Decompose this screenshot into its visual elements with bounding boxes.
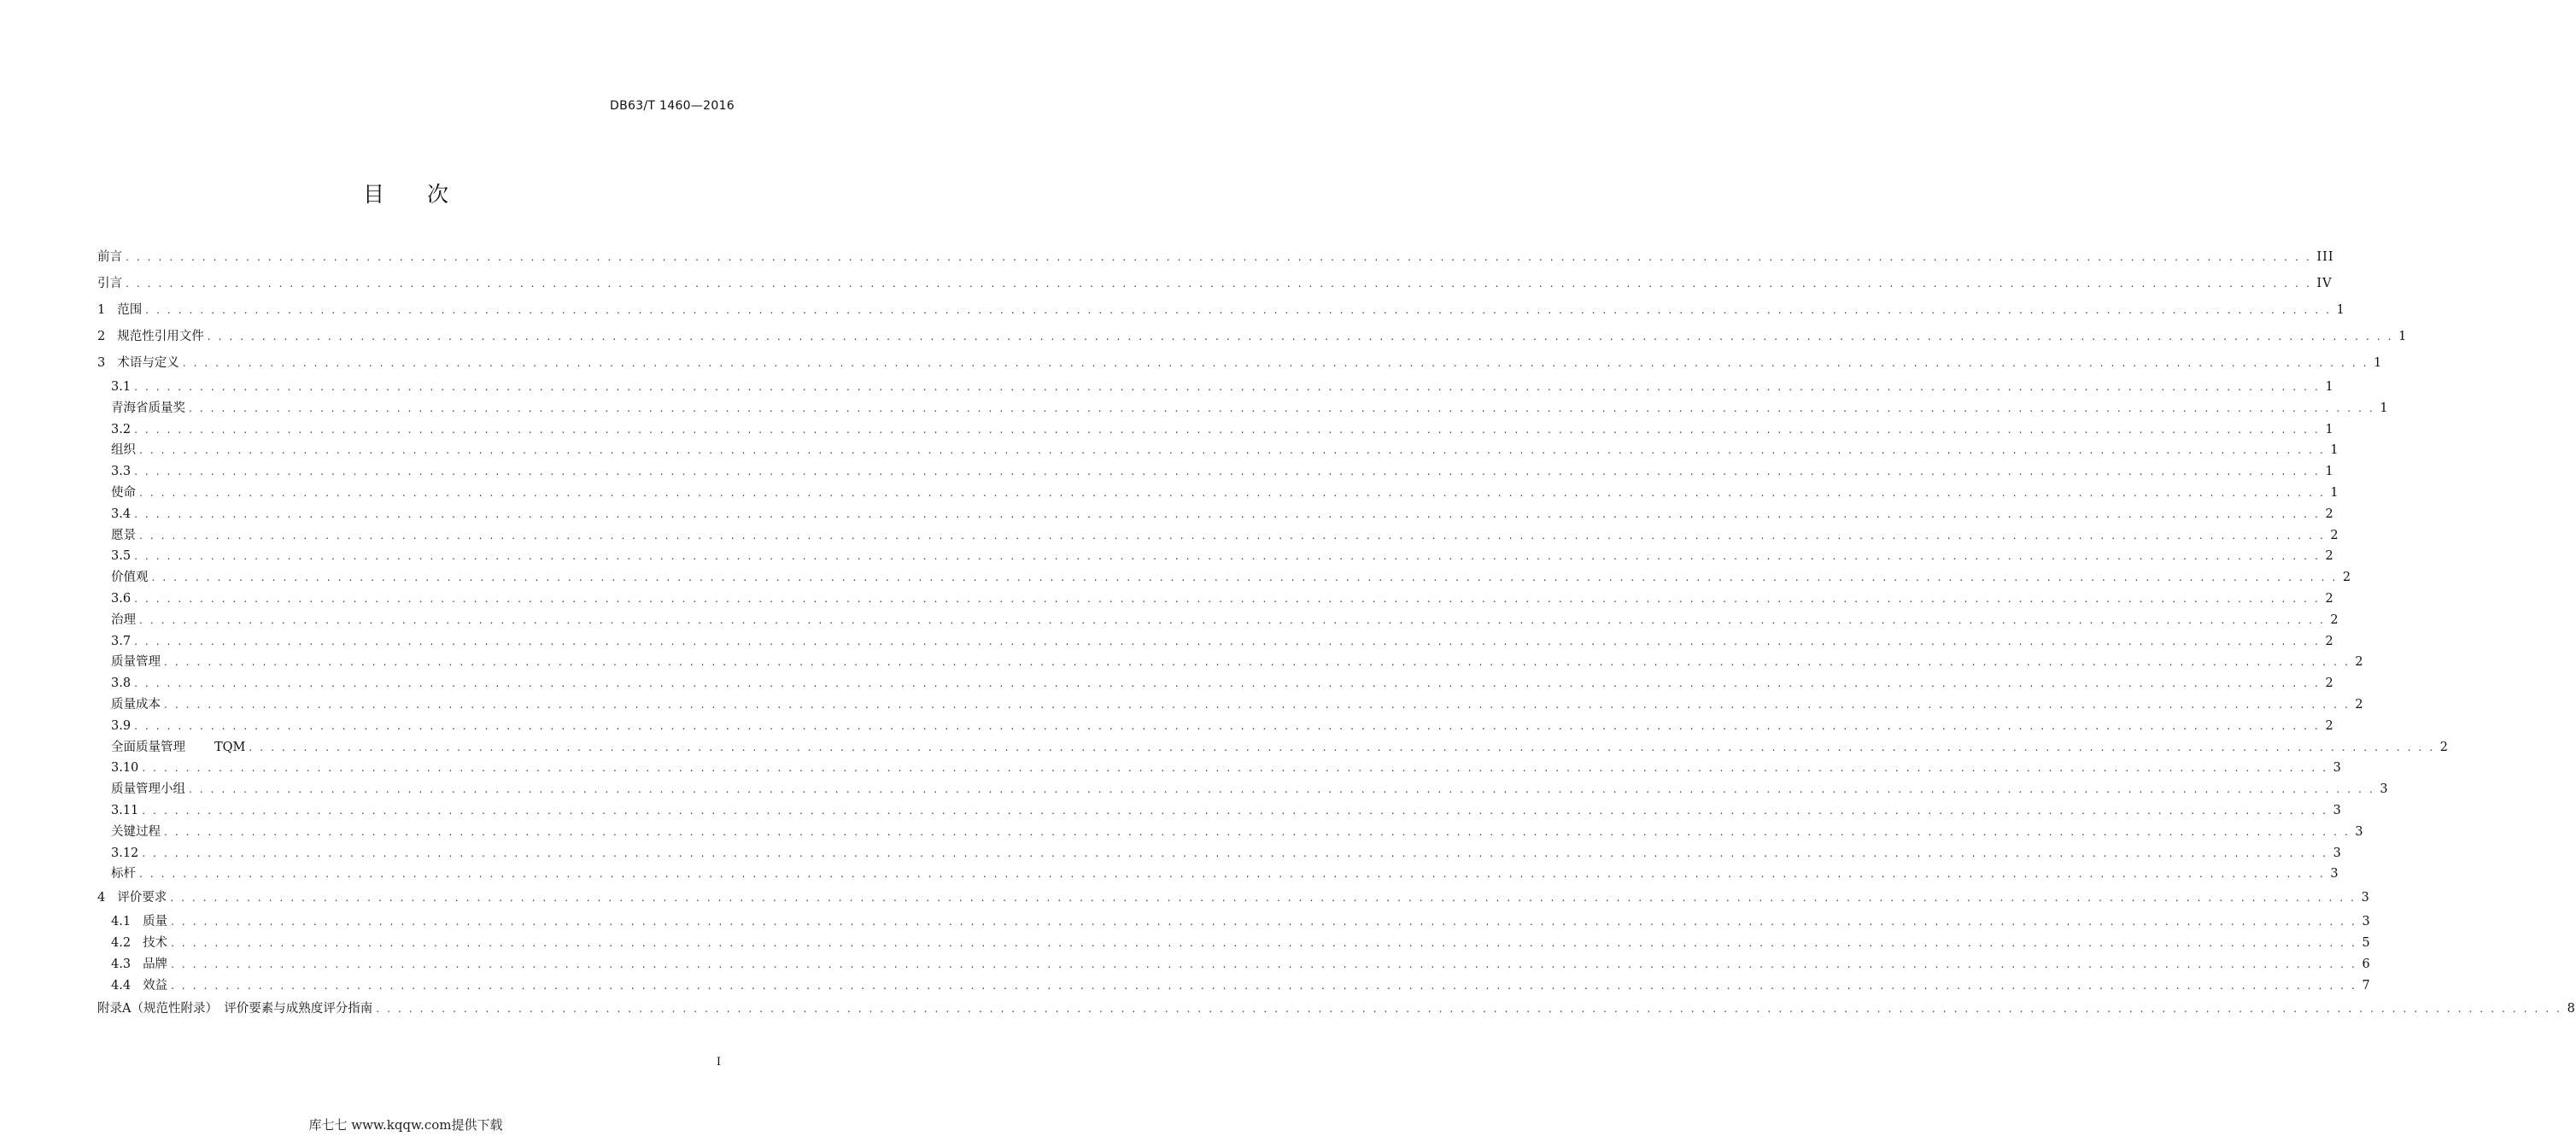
dot-leader: . . . . . . . . . . . . . . . . . . . . . . . . . . . . . . . . . . . . . . . . . . . . . . . . . . . . . . . . . . . . . . . . . . . . . . . . . . . . . . . . . . . . . . . . . . . . . . . . . . . . . . . . . . . . . . . . . . . . . . . . . . . . . . . . . . . . . . . . . . . . . . . . . . . . . . . . . . . . . . . . . . . . . . . . . . . . . . . . . . . . . . . . . . . . . . . . . . . . . . . . [164,656,2351,669]
toc-entry-page: 2 [2325,549,2334,564]
toc-entry[interactable] [97,483,2339,504]
toc-entry-title: 3.2 [111,422,132,436]
toc-entry-label [111,779,189,800]
toc-entry-page: 5 [2362,935,2371,950]
toc-entry-page: 2 [2325,676,2334,691]
toc-entry-label [111,525,139,547]
toc-entry[interactable] [97,297,2345,324]
toc-entry[interactable] [97,996,2576,1022]
toc-entry-title: 质量 [143,915,168,929]
toc-entry-title: 引言 [97,277,122,290]
toc-entry-title: 范围 [117,303,143,317]
dot-leader: . . . . . . . . . . . . . . . . . . . . . . . . . . . . . . . . . . . . . . . . . . . . . . . . . . . . . . . . . . . . . . . . . . . . . . . . . . . . . . . . . . . . . . . . . . . . . . . . . . . . . . . . . . . . . . . . . . . . . . . . . . . . . . . . . . . . . . . . . . . . . . . . . . . . . . . . . . . . . . . . . . . . . . . . . . . . . . . . . . . . . . . . . . . . . . . . . . . . . . . . [145,304,2332,316]
standard-code: DB63/T 1460—2016 [610,99,735,113]
toc-entry-number: 4.2 [111,935,132,950]
toc-entry-label [111,822,164,843]
toc-entry[interactable] [97,737,2450,758]
toc-entry-label [111,419,134,441]
toc-entry-page: 3 [2333,846,2342,860]
toc-entry-label [111,440,139,461]
toc-entry[interactable] [97,398,2389,419]
toc-entry[interactable] [97,694,2364,716]
toc-entry-number: 4.4 [111,978,132,993]
toc-entry[interactable] [97,843,2342,864]
toc-entry-title: 3.10 [111,761,139,776]
toc-entry-title: 标杆 [111,867,136,882]
toc-entry-title: 价值观 [111,571,149,585]
toc-entry[interactable] [97,933,2371,954]
toc-entry-label [111,911,171,933]
toc-entry-page: 2 [2355,697,2364,712]
toc-entry-title: 3.1 [111,380,132,394]
toc-entry-page: 1 [2380,401,2389,415]
dot-leader: . . . . . . . . . . . . . . . . . . . . . . . . . . . . . . . . . . . . . . . . . . . . . . . . . . . . . . . . . . . . . . . . . . . . . . . . . . . . . . . . . . . . . . . . . . . . . . . . . . . . . . . . . . . . . . . . . . . . . . . . . . . . . . . . . . . . . . . . . . . . . . . . . . . . . . . . . . . . . . . . . . . . . . . . . . . . . . . . . . . . . . . . . . . . . . . . . . . . . . . . [164,698,2351,711]
toc-entry-title: 青海省质量奖 [111,401,185,415]
toc-entry[interactable] [97,567,2352,589]
toc-entry-number: 2 [97,330,106,343]
toc-entry[interactable] [97,244,2334,271]
dot-leader: . . . . . . . . . . . . . . . . . . . . . . . . . . . . . . . . . . . . . . . . . . . . . . . . . . . . . . . . . . . . . . . . . . . . . . . . . . . . . . . . . . . . . . . . . . . . . . . . . . . . . . . . . . . . . . . . . . . . . . . . . . . . . . . . . . . . . . . . . . . . . . . . . . . . . . . . . . . . . . . . . . . . . . . . . . . . . . . . . . . . . . . . . . . . . . . . . . . . . . . . [139,529,2326,542]
dot-leader: . . . . . . . . . . . . . . . . . . . . . . . . . . . . . . . . . . . . . . . . . . . . . . . . . . . . . . . . . . . . . . . . . . . . . . . . . . . . . . . . . . . . . . . . . . . . . . . . . . . . . . . . . . . . . . . . . . . . . . . . . . . . . . . . . . . . . . . . . . . . . . . . . . . . . . . . . . . . . . . . . . . . . . . . . . . . . . . . . . . . . . . . . . . . . . . . . . . . . . . . [170,892,2356,905]
toc-entry[interactable] [97,954,2371,975]
toc-entry-label [111,954,171,975]
toc-entry-label [97,996,376,1022]
toc-entry-page: 8 [2567,1002,2576,1016]
toc-entry-title: 3.4 [111,507,132,521]
toc-entry-label [111,589,134,610]
toc-entry[interactable] [97,911,2371,933]
table-of-contents [97,244,2576,1022]
dot-leader: . . . . . . . . . . . . . . . . . . . . . . . . . . . . . . . . . . . . . . . . . . . . . . . . . . . . . . . . . . . . . . . . . . . . . . . . . . . . . . . . . . . . . . . . . . . . . . . . . . . . . . . . . . . . . . . . . . . . . . . . . . . . . . . . . . . . . . . . . . . . . . . . . . . . . . . . . . . . . . . . . . . . . . . . . . . . . . . . . . . . . . . . . . . . . . . . . . . . . . . . [126,278,2312,290]
toc-entry-page: 2 [2342,571,2352,585]
toc-entry-page: 3 [2362,915,2371,929]
toc-entry-title: 3.8 [111,676,132,691]
toc-entry-abbreviation: TQM [214,740,246,754]
toc-entry-title: 3.5 [111,549,132,564]
toc-entry-page: 3 [2361,891,2370,905]
toc-entry-title: 技术 [143,935,168,950]
toc-entry-title: 关键过程 [111,824,161,839]
toc-entry-title: 3.11 [111,803,139,817]
toc-entry-title: 组织 [111,443,136,458]
toc-entry-number: 1 [97,303,106,317]
toc-entry-page: 1 [2325,422,2334,436]
dot-leader: . . . . . . . . . . . . . . . . . . . . . . . . . . . . . . . . . . . . . . . . . . . . . . . . . . . . . . . . . . . . . . . . . . . . . . . . . . . . . . . . . . . . . . . . . . . . . . . . . . . . . . . . . . . . . . . . . . . . . . . . . . . . . . . . . . . . . . . . . . . . . . . . . . . . . . . . . . . . . . . . . . . . . . . . . . . . . . . . . . . . . . . . . . . . . . . . . . . . . . . . [134,592,2321,605]
dot-leader: . . . . . . . . . . . . . . . . . . . . . . . . . . . . . . . . . . . . . . . . . . . . . . . . . . . . . . . . . . . . . . . . . . . . . . . . . . . . . . . . . . . . . . . . . . . . . . . . . . . . . . . . . . . . . . . . . . . . . . . . . . . . . . . . . . . . . . . . . . . . . . . . . . . . . . . . . . . . . . . . . . . . . . . . . . . . . . . . . . . . . . . . . . . . . . . . . . . . . . . . [134,677,2321,690]
toc-entry-page: 3 [2355,824,2364,839]
toc-entry-title: 3.7 [111,634,132,648]
toc-entry-label [97,324,208,350]
dot-leader: . . . . . . . . . . . . . . . . . . . . . . . . . . . . . . . . . . . . . . . . . . . . . . . . . . . . . . . . . . . . . . . . . . . . . . . . . . . . . . . . . . . . . . . . . . . . . . . . . . . . . . . . . . . . . . . . . . . . . . . . . . . . . . . . . . . . . . . . . . . . . . . . . . . . . . . . . . . . . . . . . . . . . . . . . . . . . . . . . . . . . . . . . . . . . . . . . . . . . . . . [134,635,2321,647]
toc-entry[interactable] [97,271,2333,297]
toc-entry-page: III [2316,250,2334,264]
toc-entry-page: 1 [2325,465,2334,479]
toc-entry-page: 2 [2325,507,2334,521]
toc-entry-number: 4.1 [111,915,132,929]
dot-leader: . . . . . . . . . . . . . . . . . . . . . . . . . . . . . . . . . . . . . . . . . . . . . . . . . . . . . . . . . . . . . . . . . . . . . . . . . . . . . . . . . . . . . . . . . . . . . . . . . . . . . . . . . . . . . . . . . . . . . . . . . . . . . . . . . . . . . . . . . . . . . . . . . . . . . . . . . . . . . . . . . . . . . . . . . . . . . . . . . . . . . . . . . . . . . . . . . . . . . . . . [139,444,2326,457]
toc-entry-title: 治理 [111,612,136,627]
toc-entry-label [111,504,134,525]
toc-entry-title: 3.3 [111,465,132,479]
page-title: 目次 [362,182,491,207]
toc-entry-page: 2 [2325,591,2334,606]
toc-entry-page: IV [2316,277,2333,290]
page-number: I [716,1056,721,1069]
toc-entry[interactable] [97,631,2334,653]
toc-entry-number: 3 [97,356,106,370]
toc-entry-label [111,694,164,716]
toc-entry[interactable] [97,419,2334,441]
dot-leader: . . . . . . . . . . . . . . . . . . . . . . . . . . . . . . . . . . . . . . . . . . . . . . . . . . . . . . . . . . . . . . . . . . . . . . . . . . . . . . . . . . . . . . . . . . . . . . . . . . . . . . . . . . . . . . . . . . . . . . . . . . . . . . . . . . . . . . . . . . . . . . . . . . . . . . . . . . . . . . . . . . . . . . . . . . . . . . . . . . . . . . . . . . . . . . . . . . . . . . . . [134,381,2321,393]
dot-leader: . . . . . . . . . . . . . . . . . . . . . . . . . . . . . . . . . . . . . . . . . . . . . . . . . . . . . . . . . . . . . . . . . . . . . . . . . . . . . . . . . . . . . . . . . . . . . . . . . . . . . . . . . . . . . . . . . . . . . . . . . . . . . . . . . . . . . . . . . . . . . . . . . . . . . . . . . . . . . . . . . . . . . . . . . . . . . . . . . . . . . . . . . . . . . . . . . . . . . . . . [151,571,2338,584]
toc-entry-page: 1 [2330,443,2339,458]
toc-entry-title: 术语与定义 [117,356,179,370]
dot-leader: . . . . . . . . . . . . . . . . . . . . . . . . . . . . . . . . . . . . . . . . . . . . . . . . . . . . . . . . . . . . . . . . . . . . . . . . . . . . . . . . . . . . . . . . . . . . . . . . . . . . . . . . . . . . . . . . . . . . . . . . . . . . . . . . . . . . . . . . . . . . . . . . . . . . . . . . . . . . . . . . . . . . . . . . . . . . . . . . . . . . . . . . . . . . . . . . . . . . . . . . [171,979,2357,992]
toc-entry-label [111,737,249,758]
toc-entry-label [111,800,142,822]
toc-entry-page: 3 [2330,867,2339,882]
toc-entry[interactable] [97,610,2339,631]
toc-entry-title: 使命 [111,485,136,500]
toc-entry-page: 2 [2439,740,2450,754]
toc-entry[interactable] [97,525,2339,547]
toc-entry[interactable] [97,975,2371,997]
dot-leader: . . . . . . . . . . . . . . . . . . . . . . . . . . . . . . . . . . . . . . . . . . . . . . . . . . . . . . . . . . . . . . . . . . . . . . . . . . . . . . . . . . . . . . . . . . . . . . . . . . . . . . . . . . . . . . . . . . . . . . . . . . . . . . . . . . . . . . . . . . . . . . . . . . . . . . . . . . . . . . . . . . . . . . . . . . . . . . . . . . . . . . . . . . . . . . . . . . . . . . . . [139,486,2326,499]
dot-leader: . . . . . . . . . . . . . . . . . . . . . . . . . . . . . . . . . . . . . . . . . . . . . . . . . . . . . . . . . . . . . . . . . . . . . . . . . . . . . . . . . . . . . . . . . . . . . . . . . . . . . . . . . . . . . . . . . . . . . . . . . . . . . . . . . . . . . . . . . . . . . . . . . . . . . . . . . . . . . . . . . . . . . . . . . . . . . . . . . . . . . . . . . . . . . . . . . . . . . . . . [249,741,2435,753]
toc-entry[interactable] [97,324,2408,350]
toc-entry-label [111,567,152,589]
toc-entry-label [111,652,164,673]
toc-entry-page: 1 [2398,330,2408,343]
toc-entry-page: 7 [2362,978,2371,993]
watermark-text: 库七七 www.kqqw.com提供下载 [308,1117,503,1133]
toc-entry-page: 1 [2325,380,2334,394]
toc-entry-title: 质量管理 [111,655,161,670]
dot-leader: . . . . . . . . . . . . . . . . . . . . . . . . . . . . . . . . . . . . . . . . . . . . . . . . . . . . . . . . . . . . . . . . . . . . . . . . . . . . . . . . . . . . . . . . . . . . . . . . . . . . . . . . . . . . . . . . . . . . . . . . . . . . . . . . . . . . . . . . . . . . . . . . . . . . . . . . . . . . . . . . . . . . . . . . . . . . . . . . . . . . . . . . . . . . . . . . . . . . . . . . [171,916,2357,928]
toc-entry-page: 1 [2330,485,2339,500]
dot-leader: . . . . . . . . . . . . . . . . . . . . . . . . . . . . . . . . . . . . . . . . . . . . . . . . . . . . . . . . . . . . . . . . . . . . . . . . . . . . . . . . . . . . . . . . . . . . . . . . . . . . . . . . . . . . . . . . . . . . . . . . . . . . . . . . . . . . . . . . . . . . . . . . . . . . . . . . . . . . . . . . . . . . . . . . . . . . . . . . . . . . . . . . . . . . . . . . . . . . . . . . [134,466,2321,478]
dot-leader: . . . . . . . . . . . . . . . . . . . . . . . . . . . . . . . . . . . . . . . . . . . . . . . . . . . . . . . . . . . . . . . . . . . . . . . . . . . . . . . . . . . . . . . . . . . . . . . . . . . . . . . . . . . . . . . . . . . . . . . . . . . . . . . . . . . . . . . . . . . . . . . . . . . . . . . . . . . . . . . . . . . . . . . . . . . . . . . . . . . . . . . . . . . . . . . . . . . . . . . . [207,331,2394,343]
toc-entry-label [111,864,139,885]
toc-entry[interactable] [97,546,2334,567]
toc-entry-label [111,631,134,653]
toc-entry-label [111,843,142,864]
toc-entry-label [97,350,183,377]
toc-entry-label [97,271,126,297]
dot-leader: . . . . . . . . . . . . . . . . . . . . . . . . . . . . . . . . . . . . . . . . . . . . . . . . . . . . . . . . . . . . . . . . . . . . . . . . . . . . . . . . . . . . . . . . . . . . . . . . . . . . . . . . . . . . . . . . . . . . . . . . . . . . . . . . . . . . . . . . . . . . . . . . . . . . . . . . . . . . . . . . . . . . . . . . . . . . . . . . . . . . . . . . . . . . . . . . . . . . . . . . [189,783,2375,796]
toc-entry[interactable] [97,589,2334,610]
toc-entry-page: 2 [2355,655,2364,670]
toc-entry-label [111,546,134,567]
toc-entry-title: 3.6 [111,591,132,606]
toc-entry-title: 质量管理小组 [111,782,185,797]
toc-entry[interactable] [97,350,2383,377]
dot-leader: . . . . . . . . . . . . . . . . . . . . . . . . . . . . . . . . . . . . . . . . . . . . . . . . . . . . . . . . . . . . . . . . . . . . . . . . . . . . . . . . . . . . . . . . . . . . . . . . . . . . . . . . . . . . . . . . . . . . . . . . . . . . . . . . . . . . . . . . . . . . . . . . . . . . . . . . . . . . . . . . . . . . . . . . . . . . . . . . . . . . . . . . . . . . . . . . . . . . . . . . [171,936,2357,949]
toc-entry-page: 2 [2325,634,2334,648]
toc-entry[interactable] [97,864,2339,885]
dot-leader: . . . . . . . . . . . . . . . . . . . . . . . . . . . . . . . . . . . . . . . . . . . . . . . . . . . . . . . . . . . . . . . . . . . . . . . . . . . . . . . . . . . . . . . . . . . . . . . . . . . . . . . . . . . . . . . . . . . . . . . . . . . . . . . . . . . . . . . . . . . . . . . . . . . . . . . . . . . . . . . . . . . . . . . . . . . . . . . . . . . . . . . . . . . . . . . . . . . . . . . . [164,825,2351,838]
toc-entry-title: 愿景 [111,528,136,542]
toc-entry-label [97,297,145,324]
toc-entry[interactable] [97,652,2364,673]
dot-leader: . . . . . . . . . . . . . . . . . . . . . . . . . . . . . . . . . . . . . . . . . . . . . . . . . . . . . . . . . . . . . . . . . . . . . . . . . . . . . . . . . . . . . . . . . . . . . . . . . . . . . . . . . . . . . . . . . . . . . . . . . . . . . . . . . . . . . . . . . . . . . . . . . . . . . . . . . . . . . . . . . . . . . . . . . . . . . . . . . . . . . . . . . . . . . . . . . . . . . . . . [142,846,2328,859]
dot-leader: . . . . . . . . . . . . . . . . . . . . . . . . . . . . . . . . . . . . . . . . . . . . . . . . . . . . . . . . . . . . . . . . . . . . . . . . . . . . . . . . . . . . . . . . . . . . . . . . . . . . . . . . . . . . . . . . . . . . . . . . . . . . . . . . . . . . . . . . . . . . . . . . . . . . . . . . . . . . . . . . . . . . . . . . . . . . . . . . . . . . . . . . . . . . . . . . . . . . . . . . [142,762,2328,775]
toc-entry-title: 全面质量管理 [111,740,185,754]
toc-entry[interactable] [97,758,2342,779]
toc-entry-title: 评价要求 [117,891,167,905]
dot-leader: . . . . . . . . . . . . . . . . . . . . . . . . . . . . . . . . . . . . . . . . . . . . . . . . . . . . . . . . . . . . . . . . . . . . . . . . . . . . . . . . . . . . . . . . . . . . . . . . . . . . . . . . . . . . . . . . . . . . . . . . . . . . . . . . . . . . . . . . . . . . . . . . . . . . . . . . . . . . . . . . . . . . . . . . . . . . . . . . . . . . . . . . . . . . . . . . . . . . . . . . [139,868,2326,881]
dot-leader: . . . . . . . . . . . . . . . . . . . . . . . . . . . . . . . . . . . . . . . . . . . . . . . . . . . . . . . . . . . . . . . . . . . . . . . . . . . . . . . . . . . . . . . . . . . . . . . . . . . . . . . . . . . . . . . . . . . . . . . . . . . . . . . . . . . . . . . . . . . . . . . . . . . . . . . . . . . . . . . . . . . . . . . . . . . . . . . . . . . . . . . . . . . . . . . . . . . . . . . . [182,357,2369,369]
toc-entry[interactable] [97,504,2334,525]
dot-leader: . . . . . . . . . . . . . . . . . . . . . . . . . . . . . . . . . . . . . . . . . . . . . . . . . . . . . . . . . . . . . . . . . . . . . . . . . . . . . . . . . . . . . . . . . . . . . . . . . . . . . . . . . . . . . . . . . . . . . . . . . . . . . . . . . . . . . . . . . . . . . . . . . . . . . . . . . . . . . . . . . . . . . . . . . . . . . . . . . . . . . . . . . . . . . . . . . . . . . . . . [134,507,2321,520]
dot-leader: . . . . . . . . . . . . . . . . . . . . . . . . . . . . . . . . . . . . . . . . . . . . . . . . . . . . . . . . . . . . . . . . . . . . . . . . . . . . . . . . . . . . . . . . . . . . . . . . . . . . . . . . . . . . . . . . . . . . . . . . . . . . . . . . . . . . . . . . . . . . . . . . . . . . . . . . . . . . . . . . . . . . . . . . . . . . . . . . . . . . . . . . . . . . . . . . . . . . . . . . [189,401,2375,414]
toc-entry-page: 1 [2336,303,2345,317]
toc-entry-label [111,461,134,483]
toc-entry-label [111,483,139,504]
toc-entry-label [111,673,134,694]
toc-entry-page: 2 [2330,528,2339,542]
toc-entry[interactable] [97,779,2389,800]
toc-entry-label [111,377,134,398]
toc-entry-title: 规范性引用文件 [117,330,204,343]
dot-leader: . . . . . . . . . . . . . . . . . . . . . . . . . . . . . . . . . . . . . . . . . . . . . . . . . . . . . . . . . . . . . . . . . . . . . . . . . . . . . . . . . . . . . . . . . . . . . . . . . . . . . . . . . . . . . . . . . . . . . . . . . . . . . . . . . . . . . . . . . . . . . . . . . . . . . . . . . . . . . . . . . . . . . . . . . . . . . . . . . . . . . . . . . . . . . . . . . . . . . . . . [134,550,2321,563]
toc-entry-title: 3.9 [111,718,132,733]
toc-entry-label [97,244,126,271]
toc-entry-page: 2 [2330,612,2339,627]
toc-entry[interactable] [97,822,2364,843]
dot-leader: . . . . . . . . . . . . . . . . . . . . . . . . . . . . . . . . . . . . . . . . . . . . . . . . . . . . . . . . . . . . . . . . . . . . . . . . . . . . . . . . . . . . . . . . . . . . . . . . . . . . . . . . . . . . . . . . . . . . . . . . . . . . . . . . . . . . . . . . . . . . . . . . . . . . . . . . . . . . . . . . . . . . . . . . . . . . . . . . . . . . . . . . . . . . . . . . . . . . . . . . [142,804,2328,817]
toc-entry-title: 附录A（规范性附录） 评价要素与成熟度评分指南 [97,1002,373,1016]
toc-entry-page: 3 [2333,803,2342,817]
toc-entry-label [111,610,139,631]
toc-entry-label [111,398,189,419]
toc-entry-label [111,933,171,954]
dot-leader: . . . . . . . . . . . . . . . . . . . . . . . . . . . . . . . . . . . . . . . . . . . . . . . . . . . . . . . . . . . . . . . . . . . . . . . . . . . . . . . . . . . . . . . . . . . . . . . . . . . . . . . . . . . . . . . . . . . . . . . . . . . . . . . . . . . . . . . . . . . . . . . . . . . . . . . . . . . . . . . . . . . . . . . . . . . . . . . . . . . . . . . . . . . . . . . . . . . . . . . . [134,719,2321,732]
toc-entry-title: 效益 [143,978,168,993]
toc-entry-label [111,758,142,779]
toc-entry[interactable] [97,377,2334,398]
toc-entry[interactable] [97,716,2334,737]
dot-leader: . . . . . . . . . . . . . . . . . . . . . . . . . . . . . . . . . . . . . . . . . . . . . . . . . . . . . . . . . . . . . . . . . . . . . . . . . . . . . . . . . . . . . . . . . . . . . . . . . . . . . . . . . . . . . . . . . . . . . . . . . . . . . . . . . . . . . . . . . . . . . . . . . . . . . . . . . . . . . . . . . . . . . . . . . . . . . . . . . . . . . . . . . . . . . . . . . . . . . . . . [171,958,2357,970]
toc-entry-page: 6 [2362,957,2371,971]
toc-entry-title: 前言 [97,250,122,264]
toc-entry[interactable] [97,440,2339,461]
toc-entry-page: 1 [2374,356,2383,370]
dot-leader: . . . . . . . . . . . . . . . . . . . . . . . . . . . . . . . . . . . . . . . . . . . . . . . . . . . . . . . . . . . . . . . . . . . . . . . . . . . . . . . . . . . . . . . . . . . . . . . . . . . . . . . . . . . . . . . . . . . . . . . . . . . . . . . . . . . . . . . . . . . . . . . . . . . . . . . . . . . . . . . . . . . . . . . . . . . . . . . . . . . . . . . . . . . . . . . . . . . . . . . . [134,423,2321,436]
toc-entry[interactable] [97,673,2334,694]
toc-entry-page: 3 [2380,782,2389,797]
toc-entry-page: 2 [2325,718,2334,733]
dot-leader: . . . . . . . . . . . . . . . . . . . . . . . . . . . . . . . . . . . . . . . . . . . . . . . . . . . . . . . . . . . . . . . . . . . . . . . . . . . . . . . . . . . . . . . . . . . . . . . . . . . . . . . . . . . . . . . . . . . . . . . . . . . . . . . . . . . . . . . . . . . . . . . . . . . . . . . . . . . . . . . . . . . . . . . . . . . . . . . . . . . . . . . . . . . . . . . . . . . . . . . . [139,613,2326,626]
toc-entry-number: 4.3 [111,957,132,971]
toc-entry-page: 3 [2333,761,2342,776]
toc-entry-title: 品牌 [143,957,168,971]
toc-entry-title: 3.12 [111,846,139,860]
toc-entry-label [111,716,134,737]
toc-entry[interactable] [97,461,2334,483]
toc-entry-number: 4 [97,891,106,905]
toc-entry-title: 质量成本 [111,697,161,712]
dot-leader: . . . . . . . . . . . . . . . . . . . . . . . . . . . . . . . . . . . . . . . . . . . . . . . . . . . . . . . . . . . . . . . . . . . . . . . . . . . . . . . . . . . . . . . . . . . . . . . . . . . . . . . . . . . . . . . . . . . . . . . . . . . . . . . . . . . . . . . . . . . . . . . . . . . . . . . . . . . . . . . . . . . . . . . . . . . . . . . . . . . . . . . . . . . . . . . . . . . . . . . . [126,251,2312,263]
toc-entry-label [111,975,171,997]
toc-entry[interactable] [97,885,2370,911]
dot-leader: . . . . . . . . . . . . . . . . . . . . . . . . . . . . . . . . . . . . . . . . . . . . . . . . . . . . . . . . . . . . . . . . . . . . . . . . . . . . . . . . . . . . . . . . . . . . . . . . . . . . . . . . . . . . . . . . . . . . . . . . . . . . . . . . . . . . . . . . . . . . . . . . . . . . . . . . . . . . . . . . . . . . . . . . . . . . . . . . . . . . . . . . . . . . . . . . . . . . . . . . [376,1003,2562,1016]
toc-entry-label [97,885,170,911]
toc-entry[interactable] [97,800,2342,822]
